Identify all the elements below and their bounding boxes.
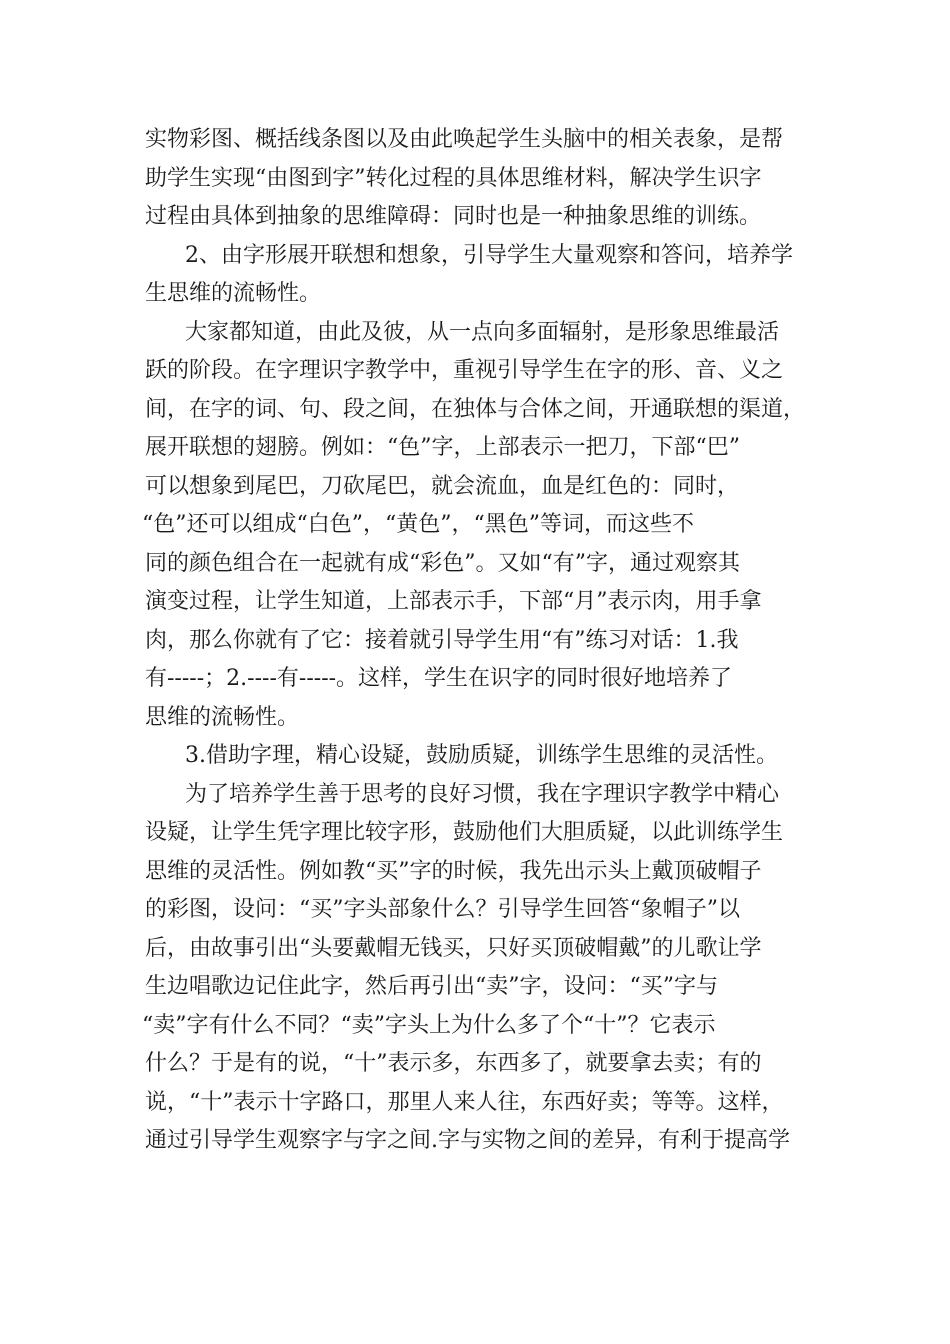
text-line: 过程由具体到抽象的思维障碍：同时也是一种抽象思维的训练。 xyxy=(145,204,762,229)
text-line: 为了培养学生善于思考的良好习惯，我在字理识字教学中精心 xyxy=(185,782,780,807)
text-line: 演变过程，让学生知道，上部表示手，下部“月”表示肉，用手拿 xyxy=(145,589,762,614)
text-line: 2、由字形展开联想和想象，引导学生大量观察和答问，培养学 xyxy=(185,243,793,268)
text-line: “卖”字有什么不同？“卖”字头上为什么多了个“十”？它表示 xyxy=(142,1013,716,1038)
text-line: 思维的流畅性。 xyxy=(145,705,300,730)
text-line: 什么？于是有的说，“十”表示多，东西多了，就要拿去卖；有的 xyxy=(145,1051,762,1076)
text-line: 间，在字的词、句、段之间，在独体与合体之间，开通联想的渠道， xyxy=(145,397,806,422)
text-line: 通过引导学生观察字与字之间.字与实物之间的差异，有利于提高学 xyxy=(145,1128,790,1153)
text-line: 思维的灵活性。例如教“买”字的时候，我先出示头上戴顶破帽子 xyxy=(145,859,762,884)
text-line: 同的颜色组合在一起就有成“彩色”。又如“有”字，通过观察其 xyxy=(145,551,740,576)
text-line: 的彩图，设问：“买”字头部象什么？引导学生回答“象帽子”以 xyxy=(145,897,740,922)
text-line: 3.借助字理，精心设疑，鼓励质疑，训练学生思维的灵活性。 xyxy=(185,743,778,768)
text-line: 生边唱歌边记住此字，然后再引出“卖”字，设问：“买”字与 xyxy=(145,974,718,999)
text-line: 有-----；2.----有-----。这样，学生在识字的同时很好地培养了 xyxy=(145,666,733,691)
text-line: 可以想象到尾巴，刀砍尾巴，就会流血，血是红色的：同时， xyxy=(145,474,740,499)
text-line: 肉，那么你就有了它：接着就引导学生用“有”练习对话：1.我 xyxy=(145,628,739,653)
text-line: 大家都知道，由此及彼，从一点向多面辐射，是形象思维最活 xyxy=(185,320,780,345)
text-line: 助学生实现“由图到字”转化过程的具体思维材料，解决学生识字 xyxy=(145,166,762,191)
text-line: 展开联想的翅膀。例如：“色”字，上部表示一把刀，下部“巴” xyxy=(145,435,740,460)
text-line: 生思维的流畅性。 xyxy=(145,281,322,306)
text-line: “色”还可以组成“白色”，“黄色”，“黑色”等词，而这些不 xyxy=(142,512,694,537)
text-line: 说，“十”表示十字路口，那里人来人往，东西好卖；等等。这样， xyxy=(145,1090,784,1115)
text-line: 设疑，让学生凭字理比较字形，鼓励他们大胆质疑，以此训练学生 xyxy=(145,820,784,845)
text-line: 实物彩图、概括线条图以及由此唤起学生头脑中的相关表象，是帮 xyxy=(145,127,784,152)
text-line: 跃的阶段。在字理识字教学中，重视引导学生在字的形、音、义之 xyxy=(145,358,784,383)
text-line: 后，由故事引出“头要戴帽无钱买，只好买顶破帽戴”的儿歌让学 xyxy=(145,936,762,961)
